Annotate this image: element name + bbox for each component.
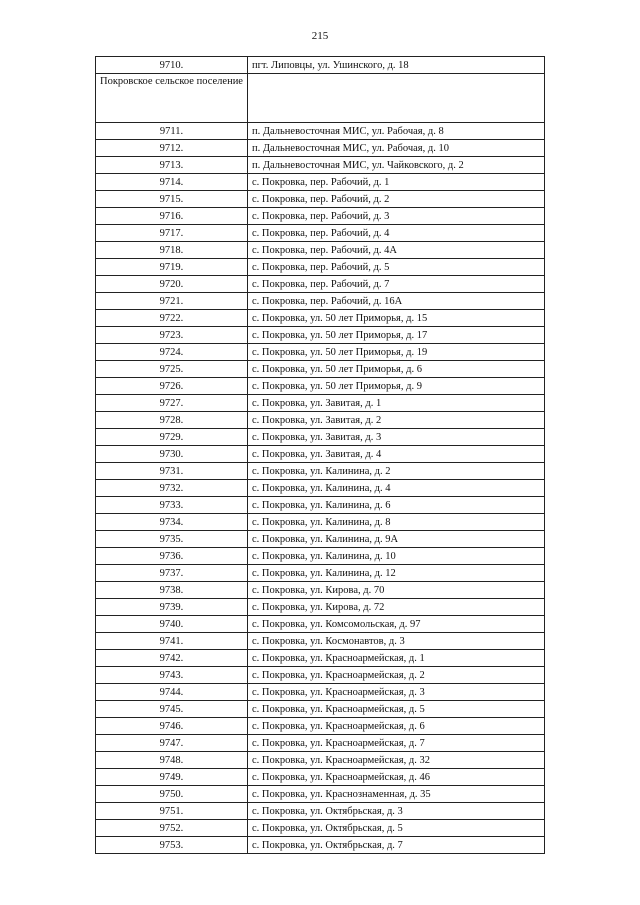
table-row [96, 276, 545, 293]
row-address: с. Покровка, ул. Красноармейская, д. 3 [247, 684, 544, 701]
row-number: 9741. [96, 633, 248, 650]
table-row [96, 123, 545, 140]
row-address: с. Покровка, ул. Калинина, д. 10 [247, 548, 544, 565]
row-address: с. Покровка, ул. 50 лет Приморья, д. 6 [247, 361, 544, 378]
table-row [96, 412, 545, 429]
row-address: с. Покровка, пер. Рабочий, д. 5 [247, 259, 544, 276]
row-address: с. Покровка, ул. Красноармейская, д. 1 [247, 650, 544, 667]
table-row [96, 463, 545, 480]
table-row [96, 548, 545, 565]
table-row [96, 837, 545, 854]
row-number: 9713. [96, 157, 248, 174]
row-address: с. Покровка, ул. 50 лет Приморья, д. 17 [247, 327, 544, 344]
page-number: 215 [311, 30, 329, 42]
row-number: 9710. [96, 57, 248, 74]
row-number: 9747. [96, 735, 248, 752]
row-address: с. Покровка, пер. Рабочий, д. 4 [247, 225, 544, 242]
row-number: 9734. [96, 514, 248, 531]
row-address: с. Покровка, пер. Рабочий, д. 2 [247, 191, 544, 208]
row-number: 9748. [96, 752, 248, 769]
row-address: п. Дальневосточная МИС, ул. Рабочая, д. 8 [247, 123, 544, 140]
address-table-body [96, 57, 545, 854]
row-address: с. Покровка, ул. Завитая, д. 4 [247, 446, 544, 463]
row-address: с. Покровка, пер. Рабочий, д. 7 [247, 276, 544, 293]
table-row [96, 57, 545, 74]
row-address: п. Дальневосточная МИС, ул. Рабочая, д. 10 [247, 140, 544, 157]
table-row [96, 565, 545, 582]
row-number: 9720. [96, 276, 248, 293]
row-address: с. Покровка, пер. Рабочий, д. 3 [247, 208, 544, 225]
row-number: 9745. [96, 701, 248, 718]
row-address: с. Покровка, пер. Рабочий, д. 16А [247, 293, 544, 310]
table-row [96, 208, 545, 225]
row-number: 9751. [96, 803, 248, 820]
row-address: с. Покровка, ул. 50 лет Приморья, д. 15 [247, 310, 544, 327]
address-table [95, 56, 545, 854]
table-row [96, 310, 545, 327]
table-row [96, 701, 545, 718]
row-address: с. Покровка, ул. Калинина, д. 12 [247, 565, 544, 582]
row-address: пгт. Липовцы, ул. Ушинского, д. 18 [247, 57, 544, 74]
table-row [96, 667, 545, 684]
table-row [96, 752, 545, 769]
row-address: с. Покровка, ул. Кирова, д. 72 [247, 599, 544, 616]
row-address: с. Покровка, ул. Калинина, д. 8 [247, 514, 544, 531]
row-number: 9746. [96, 718, 248, 735]
row-number: 9732. [96, 480, 248, 497]
row-number: 9738. [96, 582, 248, 599]
row-number: 9740. [96, 616, 248, 633]
table-row [96, 174, 545, 191]
row-address: с. Покровка, ул. Красноармейская, д. 46 [247, 769, 544, 786]
row-number: 9721. [96, 293, 248, 310]
row-address: п. Дальневосточная МИС, ул. Чайковского, д. 2 [247, 157, 544, 174]
row-number: 9718. [96, 242, 248, 259]
row-address: с. Покровка, ул. Калинина, д. 9А [247, 531, 544, 548]
row-number: 9743. [96, 667, 248, 684]
row-address: с. Покровка, ул. Калинина, д. 2 [247, 463, 544, 480]
table-row [96, 599, 545, 616]
table-row [96, 820, 545, 837]
table-row [96, 514, 545, 531]
row-address: с. Покровка, ул. Калинина, д. 4 [247, 480, 544, 497]
table-row [96, 327, 545, 344]
row-address: с. Покровка, ул. Калинина, д. 6 [247, 497, 544, 514]
row-address: с. Покровка, пер. Рабочий, д. 4А [247, 242, 544, 259]
table-row [96, 395, 545, 412]
row-number: 9730. [96, 446, 248, 463]
table-row [96, 616, 545, 633]
table-row [96, 718, 545, 735]
row-number: 9744. [96, 684, 248, 701]
row-address: с. Покровка, пер. Рабочий, д. 1 [247, 174, 544, 191]
row-address: с. Покровка, ул. Краснознаменная, д. 35 [247, 786, 544, 803]
section-header-row [96, 74, 545, 123]
row-number: 9723. [96, 327, 248, 344]
row-address: с. Покровка, ул. Космонавтов, д. 3 [247, 633, 544, 650]
row-address: с. Покровка, ул. 50 лет Приморья, д. 19 [247, 344, 544, 361]
table-row [96, 344, 545, 361]
row-address: с. Покровка, ул. Октябрьская, д. 5 [247, 820, 544, 837]
row-address: с. Покровка, ул. Красноармейская, д. 2 [247, 667, 544, 684]
row-number: 9711. [96, 123, 248, 140]
row-number: 9724. [96, 344, 248, 361]
table-row [96, 497, 545, 514]
row-address: с. Покровка, ул. Красноармейская, д. 32 [247, 752, 544, 769]
row-number: 9712. [96, 140, 248, 157]
row-number: 9731. [96, 463, 248, 480]
row-number: 9753. [96, 837, 248, 854]
row-address: с. Покровка, ул. Октябрьская, д. 7 [247, 837, 544, 854]
table-row [96, 480, 545, 497]
row-address: с. Покровка, ул. Красноармейская, д. 6 [247, 718, 544, 735]
row-number: 9736. [96, 548, 248, 565]
table-row [96, 446, 545, 463]
row-address: с. Покровка, ул. Комсомольская, д. 97 [247, 616, 544, 633]
row-number: 9719. [96, 259, 248, 276]
row-number: 9737. [96, 565, 248, 582]
row-address: с. Покровка, ул. Завитая, д. 3 [247, 429, 544, 446]
table-row [96, 650, 545, 667]
table-row [96, 735, 545, 752]
table-row [96, 531, 545, 548]
table-row [96, 378, 545, 395]
table-row [96, 429, 545, 446]
section-empty-cell [247, 74, 544, 123]
row-number: 9714. [96, 174, 248, 191]
row-number: 9742. [96, 650, 248, 667]
row-address: с. Покровка, ул. Октябрьская, д. 3 [247, 803, 544, 820]
table-row [96, 191, 545, 208]
table-row [96, 242, 545, 259]
row-number: 9729. [96, 429, 248, 446]
row-address: с. Покровка, ул. Кирова, д. 70 [247, 582, 544, 599]
row-address: с. Покровка, ул. Красноармейская, д. 7 [247, 735, 544, 752]
row-number: 9752. [96, 820, 248, 837]
section-label: Покровское сельское поселение [96, 74, 248, 123]
row-number: 9726. [96, 378, 248, 395]
row-number: 9716. [96, 208, 248, 225]
row-number: 9733. [96, 497, 248, 514]
table-row [96, 582, 545, 599]
table-row [96, 769, 545, 786]
table-row [96, 225, 545, 242]
table-row [96, 293, 545, 310]
table-row [96, 633, 545, 650]
table-row [96, 140, 545, 157]
row-address: с. Покровка, ул. Красноармейская, д. 5 [247, 701, 544, 718]
table-row [96, 157, 545, 174]
row-number: 9739. [96, 599, 248, 616]
row-address: с. Покровка, ул. Завитая, д. 1 [247, 395, 544, 412]
row-number: 9750. [96, 786, 248, 803]
row-number: 9725. [96, 361, 248, 378]
table-row [96, 259, 545, 276]
table-row [96, 786, 545, 803]
table-row [96, 361, 545, 378]
row-address: с. Покровка, ул. 50 лет Приморья, д. 9 [247, 378, 544, 395]
row-number: 9728. [96, 412, 248, 429]
row-number: 9735. [96, 531, 248, 548]
table-row [96, 803, 545, 820]
row-number: 9715. [96, 191, 248, 208]
row-number: 9727. [96, 395, 248, 412]
row-number: 9749. [96, 769, 248, 786]
row-number: 9722. [96, 310, 248, 327]
row-number: 9717. [96, 225, 248, 242]
row-address: с. Покровка, ул. Завитая, д. 2 [247, 412, 544, 429]
table-row [96, 684, 545, 701]
